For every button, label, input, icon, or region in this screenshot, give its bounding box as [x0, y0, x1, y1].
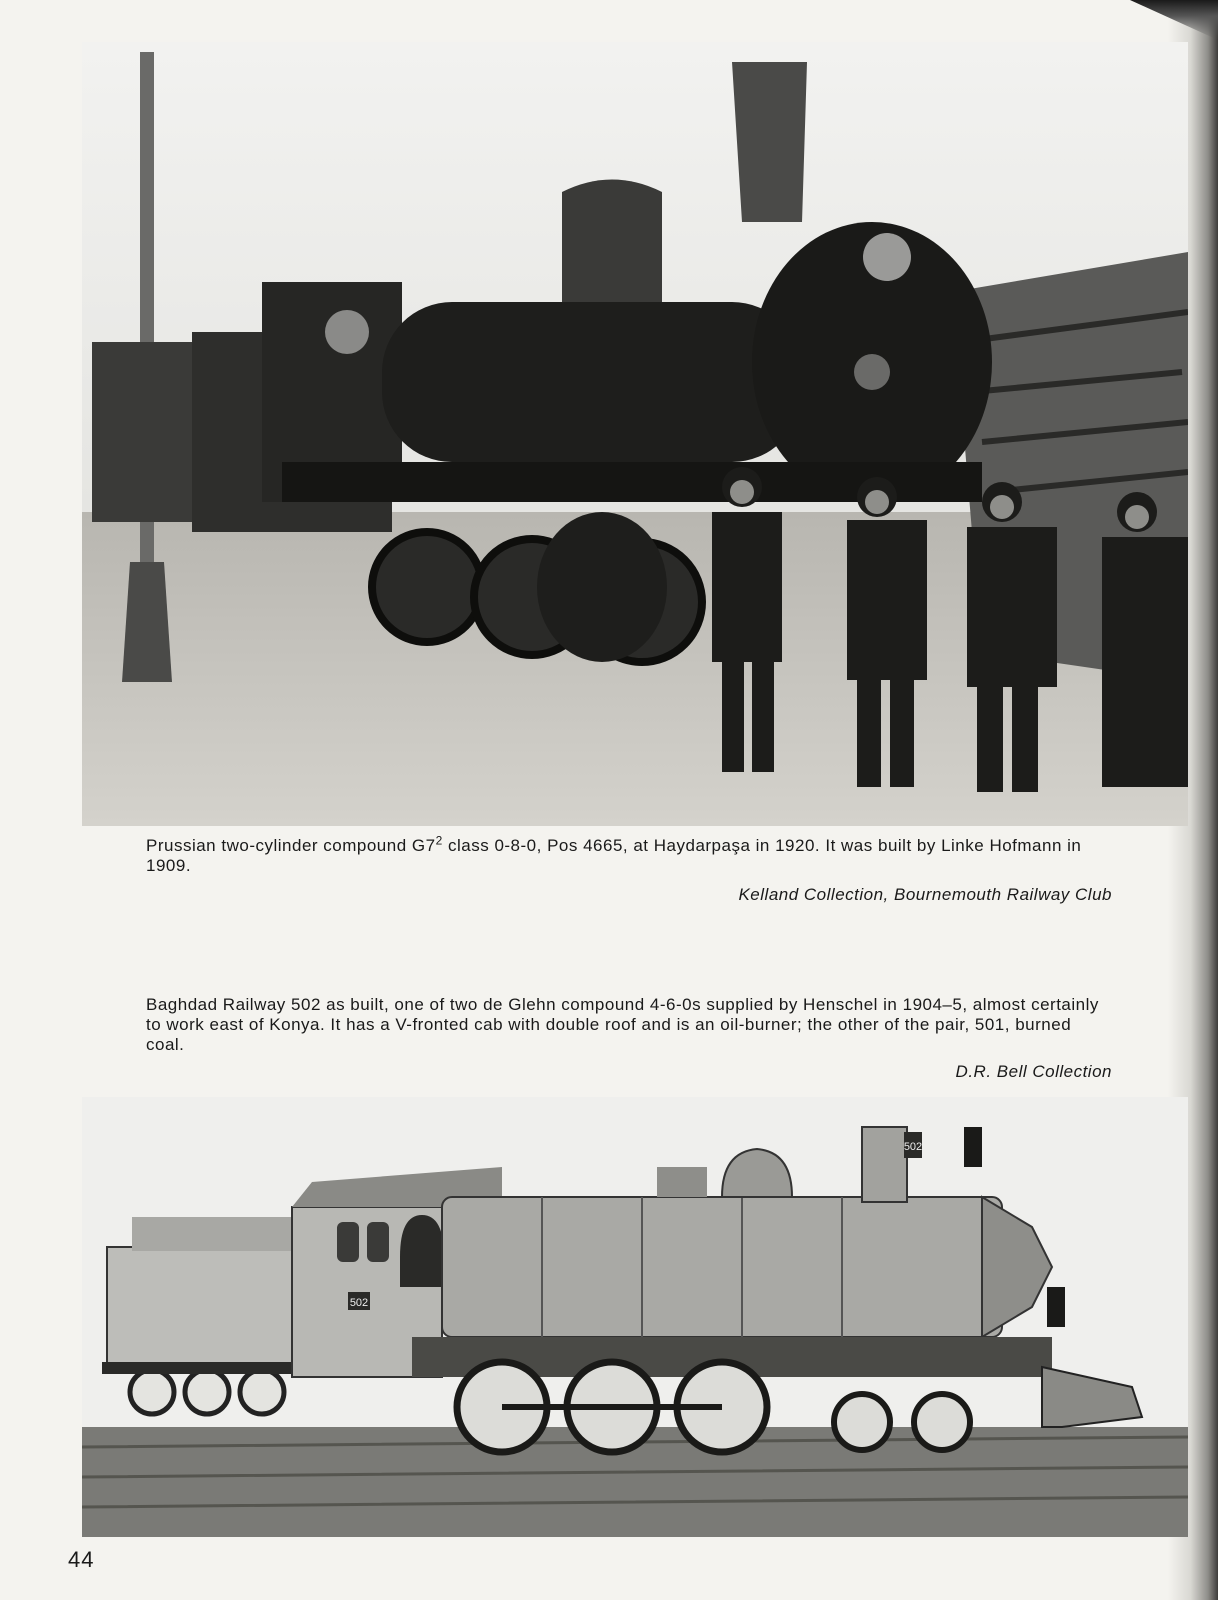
photo-baghdad-railway-502-drawing — [82, 1097, 1188, 1537]
photo-locomotive-g7 — [82, 42, 1188, 826]
credit-top-photo: Kelland Collection, Bournemouth Railway Club — [738, 885, 1112, 904]
caption-top-superscript: 2 — [435, 833, 443, 848]
photo-locomotive-g7-drawing — [82, 42, 1188, 826]
caption-bottom-photo: Baghdad Railway 502 as built, one of two de Glehn compound 4-6-0s supplied by Henschel in 1904–5, almost certainly to work east of Konya. It has a V-fronted cab with double roof and is an oil-burner; the other of the pair, 501, burned coal. — [146, 995, 1099, 1054]
page-number: 44 — [68, 1547, 95, 1572]
caption-top-text-2: class 0-8-0, Pos 4665, at Haydarpaşa in 1920. It was built by Linke Hofmann in 1909. — [146, 836, 1082, 875]
cab-number-plate: 502 — [349, 1297, 369, 1309]
caption-top-text-1: Prussian two-cylinder compound G7 — [146, 836, 436, 855]
chimney-number-plate: 502 — [903, 1141, 923, 1153]
photo-baghdad-railway-502 — [82, 1097, 1188, 1537]
caption-top-photo — [146, 833, 1112, 876]
credit-bottom-photo: D.R. Bell Collection — [955, 1062, 1112, 1081]
